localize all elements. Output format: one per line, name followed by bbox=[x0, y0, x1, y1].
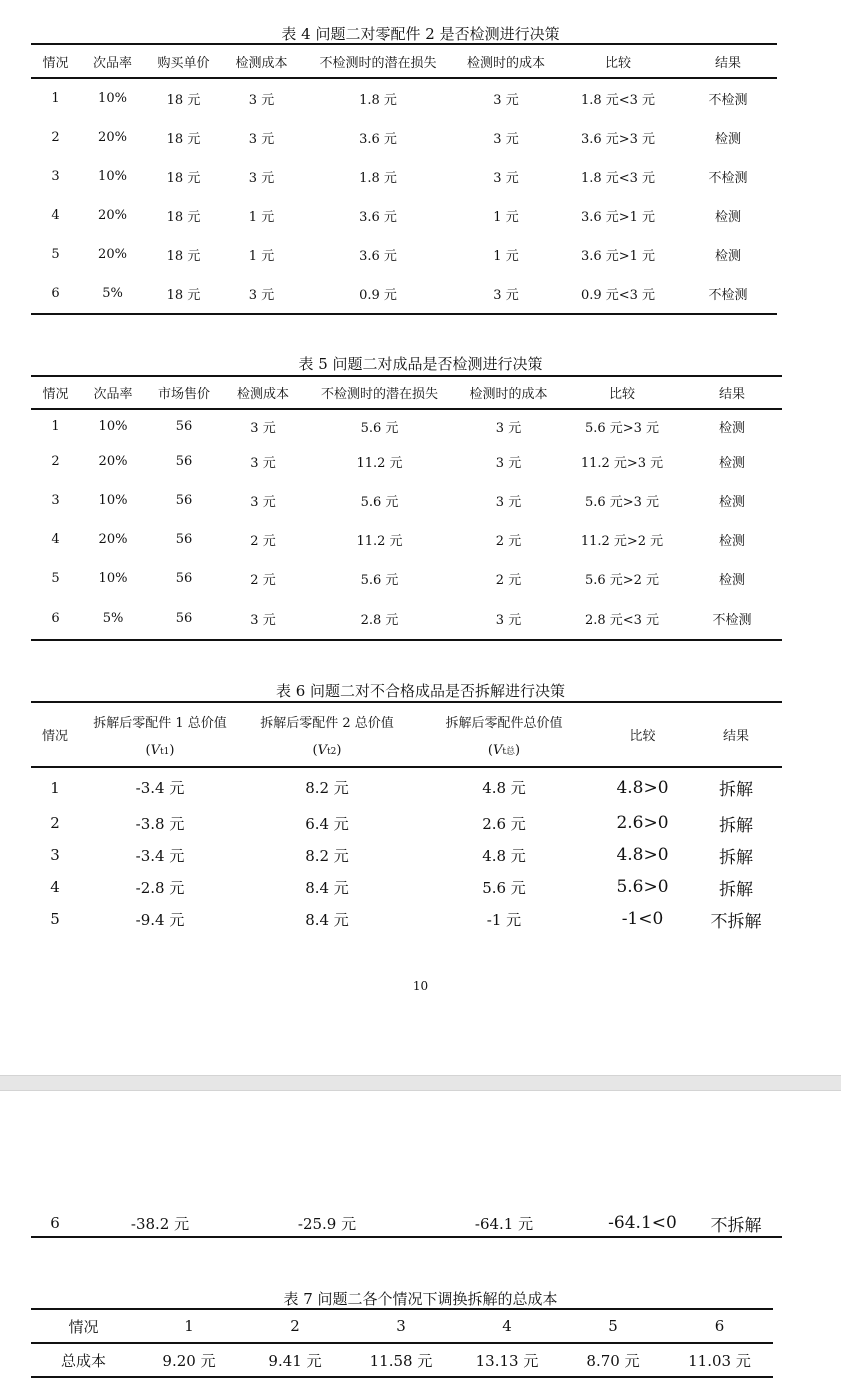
table4-cell: 3.6 元>3 元 bbox=[580, 132, 656, 147]
table6-cell: 4.8>0 bbox=[616, 845, 669, 865]
table6-row bbox=[31, 767, 782, 807]
table6-cell: 8.2 元 bbox=[305, 779, 349, 797]
table6-cell: 3 bbox=[50, 846, 60, 864]
table4-row bbox=[31, 274, 777, 314]
table4-cell: 3.6 元 bbox=[359, 249, 397, 264]
table6 bbox=[31, 701, 782, 935]
table5-header-market-price: 市场售价 bbox=[157, 387, 210, 402]
table4-cell: 3.6 元 bbox=[359, 132, 397, 147]
table5-cell: 4 bbox=[51, 532, 60, 547]
table5-cell: 11.2 元>2 元 bbox=[580, 534, 664, 549]
table4-header-comparison: 比较 bbox=[604, 55, 631, 71]
table4-cell: 不检测 bbox=[708, 171, 748, 186]
table4-cell: 10% bbox=[98, 169, 127, 184]
table6-cell: -1<0 bbox=[621, 909, 664, 929]
table6-header-part1-title: 拆解后零配件 1 总价值 bbox=[93, 715, 227, 731]
table4-cell: 18 元 bbox=[166, 210, 201, 225]
table6-cell: 4.8>0 bbox=[616, 777, 669, 798]
table4-cell: 1.8 元 bbox=[359, 93, 397, 108]
table7-cost-4: 13.13 元 bbox=[475, 1351, 539, 1370]
table4-header-unit-price: 购买单价 bbox=[157, 55, 210, 71]
document-page-2 bbox=[0, 1091, 841, 1399]
table4-cell: 2 bbox=[51, 130, 60, 145]
table5 bbox=[31, 375, 782, 641]
table5-cell: 5.6 元>3 元 bbox=[584, 421, 660, 436]
table5-cell: 3 元 bbox=[250, 456, 276, 471]
table5-cell: 5.6 元>3 元 bbox=[584, 494, 660, 510]
table6-cell: -2.8 元 bbox=[135, 878, 185, 897]
table4-header-potential-loss: 不检测时的潜在损失 bbox=[319, 55, 437, 71]
table6-cell: -3.8 元 bbox=[135, 814, 185, 833]
table5-cell: 3 元 bbox=[250, 421, 276, 436]
table5-cell: 20% bbox=[98, 454, 128, 469]
table5-row bbox=[31, 559, 782, 598]
table4-cell: 18 元 bbox=[166, 288, 201, 303]
table5-cell: 检测 bbox=[718, 494, 745, 510]
table6-cell: -38.2 元 bbox=[130, 1214, 190, 1233]
table6-caption: 表 6 问题二对不合格成品是否拆解进行决策 bbox=[275, 682, 566, 700]
table5-cell: 5% bbox=[102, 611, 124, 626]
table6-header-comparison: 比较 bbox=[629, 729, 656, 744]
table5-cell: 2.8 元 bbox=[360, 613, 399, 628]
table6-cell: 1 bbox=[50, 778, 60, 797]
table4-cell: 不检测 bbox=[708, 93, 748, 108]
table5-header-cost-with-inspection: 检测时的成本 bbox=[469, 387, 548, 402]
table5-cell: 56 bbox=[175, 571, 193, 586]
table4-cell: 5% bbox=[102, 286, 123, 301]
table5-cell: 5.6 元 bbox=[360, 573, 399, 588]
table6-header-total-value bbox=[413, 702, 595, 767]
table5-cell: 56 bbox=[175, 492, 193, 508]
table6-cell: 拆解 bbox=[719, 780, 753, 800]
table5-cell: 1 bbox=[51, 419, 60, 434]
table5-cell: 2 元 bbox=[250, 534, 276, 549]
table4-header-inspection-cost: 检测成本 bbox=[235, 55, 288, 71]
table4-cell: 3.6 元>1 元 bbox=[580, 249, 656, 264]
table7-case-6: 6 bbox=[714, 1317, 725, 1335]
table5-cell: 2 bbox=[51, 454, 60, 469]
table6-cell: 2.6 元 bbox=[482, 814, 526, 833]
table4-cell: 5 bbox=[51, 247, 60, 262]
table5-row bbox=[31, 598, 782, 640]
table7 bbox=[31, 1308, 773, 1378]
table7-case-5: 5 bbox=[608, 1317, 618, 1335]
table4-header-cost-with-inspection: 检测时的成本 bbox=[466, 55, 545, 71]
table6-header-part2-title: 拆解后零配件 2 总价值 bbox=[260, 715, 394, 731]
table4-cell: 4 bbox=[51, 208, 60, 223]
table6-header-total-symbol: (Vt总) bbox=[487, 742, 521, 758]
table6-cell: -1 元 bbox=[486, 910, 522, 929]
table6-cell: 8.4 元 bbox=[305, 910, 349, 929]
table7-cost-2: 9.41 元 bbox=[268, 1351, 322, 1370]
table6-row bbox=[31, 807, 782, 839]
table4-cell: 0.9 元<3 元 bbox=[580, 288, 656, 303]
table4-cell: 3 元 bbox=[248, 93, 275, 108]
table6-cell: 不拆解 bbox=[710, 1215, 762, 1236]
table4-cell: 检测 bbox=[714, 249, 741, 264]
table4-cell: 1.8 元 bbox=[359, 171, 397, 186]
table6-header-part1-symbol: (Vt1) bbox=[145, 742, 175, 758]
table5-cell: 3 元 bbox=[495, 613, 522, 628]
table4-row bbox=[31, 196, 777, 235]
table6-cell: 2.6>0 bbox=[616, 813, 669, 833]
table4-cell: 检测 bbox=[714, 210, 741, 225]
table4-cell: 10% bbox=[98, 91, 127, 106]
table6-cell: 4 bbox=[50, 878, 60, 896]
table4-caption: 表 4 问题二对零配件 2 是否检测进行决策 bbox=[281, 25, 560, 43]
table4-header-result: 结果 bbox=[714, 55, 741, 71]
table5-cell: 5.6 元 bbox=[360, 494, 399, 510]
table6-cell: 8.2 元 bbox=[305, 846, 349, 865]
table6-header-total-title: 拆解后零配件总价值 bbox=[445, 715, 563, 731]
table6-cell: -3.4 元 bbox=[135, 846, 185, 865]
table6-header-part1-value bbox=[79, 702, 241, 767]
table6-cell: -3.4 元 bbox=[135, 779, 185, 797]
table4-cell: 3 元 bbox=[493, 93, 519, 108]
table6-cell: 5 bbox=[50, 910, 60, 928]
table5-row bbox=[31, 480, 782, 520]
table4-cell: 3 元 bbox=[248, 132, 275, 147]
table5-cell: 检测 bbox=[718, 573, 745, 588]
table4-cell: 20% bbox=[98, 208, 127, 223]
table5-cell: 56 bbox=[175, 532, 193, 547]
table5-cell: 3 元 bbox=[495, 421, 522, 436]
table4-cell: 0.9 元 bbox=[359, 288, 397, 303]
table7-cost-6: 11.03 元 bbox=[688, 1351, 751, 1370]
table5-header-case: 情况 bbox=[42, 387, 69, 402]
table5-cell: 3 元 bbox=[495, 494, 522, 510]
table6-cell: 6 bbox=[50, 1214, 60, 1232]
table4-cell: 1 元 bbox=[493, 210, 519, 225]
table7-case-3: 3 bbox=[396, 1317, 406, 1335]
table6-row bbox=[31, 903, 782, 935]
table5-cell: 2 元 bbox=[495, 573, 522, 588]
table5-cell: 5 bbox=[51, 571, 60, 586]
table6-header-part2-value bbox=[241, 702, 413, 767]
table6-continued bbox=[31, 1210, 782, 1238]
table6-cell: 不拆解 bbox=[710, 911, 762, 932]
table4-header-defect-rate: 次品率 bbox=[92, 55, 132, 71]
table7-caption: 表 7 问题二各个情况下调换拆解的总成本 bbox=[283, 1290, 558, 1308]
table5-header-potential-loss: 不检测时的潜在损失 bbox=[320, 387, 438, 402]
table4-cell: 18 元 bbox=[166, 249, 201, 264]
table7-cost-5: 8.70 元 bbox=[586, 1351, 640, 1370]
table4-cell: 3.6 元 bbox=[359, 210, 397, 225]
table7-row-label: 总成本 bbox=[60, 1351, 106, 1370]
table4-cell: 20% bbox=[98, 247, 127, 262]
table5-cell: 56 bbox=[175, 454, 193, 469]
table5-row bbox=[31, 409, 782, 443]
table5-header-comparison: 比较 bbox=[608, 387, 635, 402]
table6-row bbox=[31, 1210, 782, 1237]
table6-cell: 拆解 bbox=[719, 815, 753, 836]
table5-cell: 2.8 元<3 元 bbox=[584, 613, 660, 628]
table4-row bbox=[31, 235, 777, 274]
table4 bbox=[31, 43, 777, 315]
table5-cell: 10% bbox=[98, 492, 128, 508]
table6-header-result: 结果 bbox=[722, 729, 749, 744]
table4-cell: 检测 bbox=[714, 132, 741, 147]
table5-cell: 20% bbox=[98, 532, 128, 547]
table5-cell: 10% bbox=[98, 571, 128, 586]
table5-header-defect-rate: 次品率 bbox=[93, 387, 133, 402]
table6-cell: 4.8 元 bbox=[482, 846, 526, 865]
table7-cost-3: 11.58 元 bbox=[369, 1351, 433, 1370]
table6-row bbox=[31, 839, 782, 871]
table6-cell: 2 bbox=[50, 814, 60, 832]
table5-header-inspection-cost: 检测成本 bbox=[236, 387, 289, 402]
table5-cell: 3 元 bbox=[495, 456, 522, 471]
table4-header-case: 情况 bbox=[42, 55, 69, 71]
table7-case-1: 1 bbox=[184, 1317, 194, 1335]
table4-cell: 3.6 元>1 元 bbox=[580, 210, 656, 225]
table5-cell: 5.6 元>2 元 bbox=[584, 573, 660, 588]
table6-cell: -9.4 元 bbox=[135, 910, 185, 929]
table4-cell: 3 元 bbox=[493, 288, 519, 303]
table7-cost-1: 9.20 元 bbox=[162, 1351, 216, 1370]
table5-cell: 检测 bbox=[718, 456, 745, 471]
table6-cell: 5.6>0 bbox=[616, 877, 669, 897]
page-number: 10 bbox=[412, 979, 429, 993]
table4-cell: 18 元 bbox=[166, 171, 201, 186]
table5-cell: 10% bbox=[98, 419, 128, 434]
table5-header-result: 结果 bbox=[718, 387, 745, 402]
table5-cell: 11.2 元>3 元 bbox=[580, 456, 664, 471]
table5-cell: 检测 bbox=[718, 534, 745, 549]
table5-cell: 3 元 bbox=[250, 613, 276, 628]
table6-cell: 8.4 元 bbox=[305, 878, 349, 897]
table6-cell: -25.9 元 bbox=[297, 1214, 357, 1233]
table5-cell: 56 bbox=[175, 419, 193, 434]
table5-caption: 表 5 问题二对成品是否检测进行决策 bbox=[298, 355, 543, 373]
table4-cell: 不检测 bbox=[708, 288, 748, 303]
table6-cell: 6.4 元 bbox=[305, 814, 349, 833]
table6-cell: 拆解 bbox=[719, 879, 753, 900]
table5-cell: 11.2 元 bbox=[356, 534, 403, 549]
table6-header-case: 情况 bbox=[41, 729, 68, 744]
table6-cell: -64.1 元 bbox=[474, 1214, 534, 1233]
table4-cell: 18 元 bbox=[166, 93, 201, 108]
table4-row bbox=[31, 118, 777, 157]
table4-cell: 1 元 bbox=[248, 249, 275, 264]
table4-row bbox=[31, 78, 777, 118]
table6-row bbox=[31, 871, 782, 903]
table4-cell: 1 元 bbox=[248, 210, 275, 225]
table4-cell: 6 bbox=[51, 286, 60, 301]
table5-cell: 3 元 bbox=[250, 494, 276, 510]
table6-cell: -64.1<0 bbox=[608, 1213, 677, 1233]
table6-header-part2-symbol: (Vt2) bbox=[312, 742, 342, 758]
table4-cell: 1 bbox=[51, 91, 60, 106]
table4-cell: 3 元 bbox=[493, 132, 519, 147]
table6-cell: 4.8 元 bbox=[482, 779, 526, 797]
table5-cell: 不检测 bbox=[712, 613, 752, 628]
table4-cell: 3 元 bbox=[248, 288, 275, 303]
table4-cell: 1.8 元<3 元 bbox=[580, 171, 656, 186]
table4-cell: 3 bbox=[51, 169, 60, 184]
table7-case-4: 4 bbox=[502, 1317, 512, 1335]
table4-cell: 1 元 bbox=[493, 249, 519, 264]
table5-cell: 5.6 元 bbox=[360, 421, 399, 436]
table5-cell: 2 元 bbox=[495, 534, 522, 549]
table5-row bbox=[31, 443, 782, 480]
table4-cell: 3 元 bbox=[248, 171, 275, 186]
table5-cell: 2 元 bbox=[250, 573, 276, 588]
table5-cell: 3 bbox=[51, 492, 60, 508]
table5-cell: 6 bbox=[51, 611, 60, 626]
table6-cell: 5.6 元 bbox=[482, 878, 526, 897]
table7-header-label: 情况 bbox=[68, 1317, 99, 1336]
table7-case-2: 2 bbox=[290, 1317, 300, 1335]
page-separator bbox=[0, 1075, 841, 1091]
table4-cell: 20% bbox=[98, 130, 127, 145]
table5-cell: 56 bbox=[175, 611, 193, 626]
table5-row bbox=[31, 520, 782, 559]
table4-cell: 1.8 元<3 元 bbox=[580, 93, 656, 108]
table4-cell: 3 元 bbox=[493, 171, 519, 186]
table5-cell: 11.2 元 bbox=[356, 456, 403, 471]
table4-row bbox=[31, 157, 777, 196]
table5-cell: 检测 bbox=[718, 421, 745, 436]
table4-cell: 18 元 bbox=[166, 132, 201, 147]
table6-cell: 拆解 bbox=[719, 847, 753, 868]
